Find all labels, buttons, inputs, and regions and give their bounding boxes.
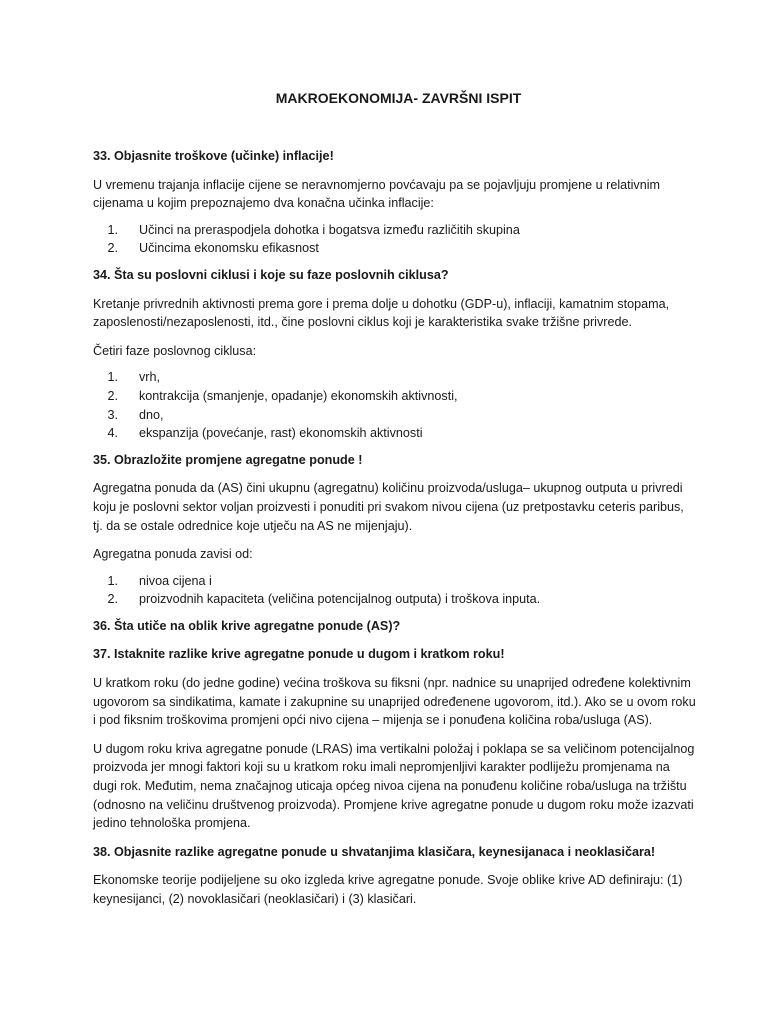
list-item xyxy=(93,406,696,425)
list-item xyxy=(93,387,696,406)
paragraph: U dugom roku kriva agregatne ponude (LRAS) ima vertikalni položaj i poklapa se sa veličinom potencijalnog proizvoda jer mnogi faktori koji su u kratkom roku imali nepromjenljivi karakter podliježu promjenama na dugi rok. Međutim, nema značajnog uticaja općeg nivoa cijena na ponuđenu količine roba/usluga na tržištu (odnosno na veličinu društvenog proizvoda). Promjene krive agregatne ponude u dugom roku može izazvati jedino tehnološka promjena. xyxy=(93,741,695,831)
list-item-number: 2. xyxy=(107,592,118,607)
list-item-number: 1. xyxy=(107,370,118,385)
list-item xyxy=(93,368,696,387)
paragraph: Četiri faze poslovnog ciklusa: xyxy=(93,343,257,358)
list-item-text: kontrakcija (smanjenje, opadanje) ekonomskih aktivnosti, xyxy=(139,388,458,403)
question-heading: 34. Šta su poslovni ciklusi i koje su faze poslovnih ciklusa? xyxy=(93,267,449,282)
list-item-number: 2. xyxy=(107,388,118,403)
list-item-number: 3. xyxy=(107,407,118,422)
list-item xyxy=(93,221,696,240)
list-item-number: 2. xyxy=(107,241,118,256)
numbered-list xyxy=(93,368,696,442)
list-item-text: nivoa cijena i xyxy=(139,573,212,588)
list-item xyxy=(93,590,696,609)
paragraph: Kretanje privrednih aktivnosti prema gore i prema dolje u dohotku (GDP-u), inflaciji, kamatnim stopama, zaposlenosti/nezaposlenosti, itd., čine poslovni ciklus koji je karakteristika svake tržišne privrede. xyxy=(93,296,670,330)
list-item-text: dno, xyxy=(139,407,164,422)
paragraph: Ekonomske teorije podijeljene su oko izgleda krive agregatne ponude. Svoje oblike krive AD definiraju: (1) keynesijanci, (2) novoklasičari (neoklasičari) i (3) klasičari. xyxy=(93,873,683,906)
list-item-number: 4. xyxy=(107,426,118,441)
list-item-text: Učinci na preraspodjela dohotka i bogatsva između različitih skupina xyxy=(139,222,520,237)
question-heading: 35. Obrazložite promjene agregatne ponude ! xyxy=(93,452,363,467)
numbered-list xyxy=(93,572,696,609)
paragraph: Agregatna ponuda zavisi od: xyxy=(93,547,253,562)
document-content xyxy=(93,147,696,909)
list-item xyxy=(93,239,696,258)
numbered-list xyxy=(93,221,696,258)
paragraph: U kratkom roku (do jedne godine) većina troškova su fiksni (npr. nadnice su unaprijed određene kolektivnim ugovorom sa sindikatima, kamate i zakupnine su unaprijed određenene ugovorom, itd.). Ako se u ovom roku i pod fiksnim troškovima promjeni opći nivo cijena – mijenja se i ponuđena količina roba/usluga (AS). xyxy=(93,676,696,728)
list-item xyxy=(93,424,696,443)
list-item-number: 1. xyxy=(107,222,118,237)
list-item-text: Učincima ekonomsku efikasnost xyxy=(139,241,319,256)
question-heading: 37. Istaknite razlike krive agregatne ponude u dugom i kratkom roku! xyxy=(93,647,505,662)
paragraph: Agregatna ponuda da (AS) čini ukupnu (agregatnu) količinu proizvoda/usluga– ukupnog outputa u privredi koju je poslovni sektor voljan proizvesti i ponuditi pri svakom nivou cijena (uz pretpostavku ceteris paribus, tj. da se ostale odrednice koje utječu na AS ne mijenjaju). xyxy=(93,481,684,533)
paragraph: U vremenu trajanja inflacije cijene se neravnomjerno povćavaju pa se pojavljuju promjene u relativnim cijenama u kojim prepoznajemo dva konačna učinka inflacije: xyxy=(93,177,661,211)
list-item-text: ekspanzija (povećanje, rast) ekonomskih aktivnosti xyxy=(139,426,423,441)
question-heading: 36. Šta utiče na oblik krive agregatne ponude (AS)? xyxy=(93,618,401,633)
list-item-text: proizvodnih kapaciteta (veličina potencijalnog outputa) i troškova inputa. xyxy=(139,592,541,607)
list-item-number: 1. xyxy=(107,573,118,588)
document-title: MAKROEKONOMIJA- ZAVRŠNI ISPIT xyxy=(275,90,522,106)
question-heading: 38. Objasnite razlike agregatne ponude u shvatanjima klasičara, keynesijanaca i neoklasičara! xyxy=(93,844,656,859)
question-heading: 33. Objasnite troškove (učinke) inflacije! xyxy=(93,149,334,163)
list-item xyxy=(93,572,696,591)
list-item-text: vrh, xyxy=(139,370,160,385)
